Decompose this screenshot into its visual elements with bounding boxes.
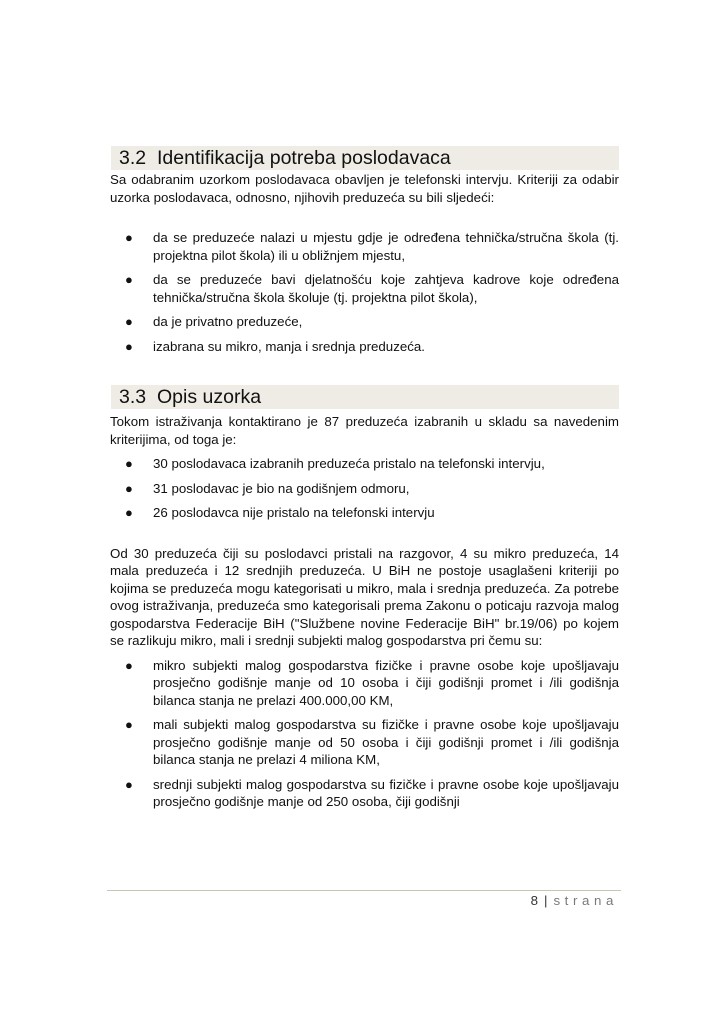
page-number: 8 (530, 893, 538, 908)
list-item: ● da se preduzeće nalazi u mjestu gdje je određena tehnička/stručna škola (tj. projektna pilot škola) ili u obližnjem mjestu, (125, 230, 619, 263)
sample-list (110, 455, 619, 522)
page-footer (531, 893, 618, 908)
list-item: ● izabrana su mikro, manja i srednja preduzeća. (125, 338, 425, 354)
section-title: Opis uzorka (157, 385, 262, 408)
bullet-icon: ● (125, 480, 133, 496)
page-content (110, 146, 619, 811)
list-item: ● 30 poslodavaca izabranih preduzeća pristalo na telefonski intervju, (125, 456, 545, 471)
bullet-icon: ● (125, 338, 133, 354)
list-item: ● da se preduzeće bavi djelatnošću koje zahtjeva kadrove koje određena tehnička/stručna škola školuje (tj. projektna pilot škola), (125, 272, 619, 305)
section-intro: Sa odabranim uzorkom poslodavaca obavljen je telefonski intervju. Kriteriji za odabir uzorka poslodavaca, odnosno, njihovih preduzeća su bili sljedeći: (110, 172, 619, 205)
list-item: ● mikro subjekti malog gospodarstva fizičke i pravne osobe koje upošljavaju prosječno godišnje manje od 10 osoba i čiji godišnji promet i /ili godišnja bilanca stanja ne prelazi 400.000,00 KM, (125, 657, 619, 708)
list-item: ● 26 poslodavca nije pristalo na telefonski intervju (125, 505, 435, 520)
list-item: ● srednji subjekti malog gospodarstva su fizičke i pravne osobe koje upošljavaju prosječno godišnje manje od 250 osoba, čiji godišnji (125, 776, 619, 809)
list-item: ● mali subjekti malog gospodarstva su fizičke i pravne osobe koje upošljavaju prosječno godišnje manje od 50 osoba i čiji godišnji promet i /ili godišnja bilanca stanja ne prelazi 4 miliona KM, (125, 717, 619, 767)
enterprise-categories-list (110, 657, 619, 811)
footer-divider (107, 890, 621, 891)
section-heading-3-3 (111, 385, 619, 409)
section-intro: Tokom istraživanja kontaktirano je 87 preduzeća izabranih u skladu sa navedenim kriterijima, od toga je: (110, 414, 619, 447)
bullet-icon: ● (125, 776, 133, 792)
list-item: ● 31 poslodavac je bio na godišnjem odmoru, (125, 480, 410, 496)
bullet-icon: ● (125, 230, 133, 245)
bullet-icon: ● (125, 456, 133, 471)
page-word: strana (553, 893, 618, 908)
criteria-list (110, 229, 619, 355)
bullet-icon: ● (125, 272, 133, 287)
section-number: 3.3 (119, 385, 147, 408)
section-heading-3-2 (111, 146, 619, 170)
section-title: Identifikacija potreba poslodavaca (157, 146, 451, 169)
bullet-icon: ● (125, 717, 133, 732)
bullet-icon: ● (125, 314, 133, 329)
body-paragraph: Od 30 preduzeća čiji su poslodavci pristali na razgovor, 4 su mikro preduzeća, 14 mala preduzeća i 12 srednjih preduzeća. U BiH ne postoje usaglašeni kriteriji po kojima se preduzeća mogu kategorisati u mikro, mala i srednja preduzeća. Za potrebe ovog istraživanja, preduzeća smo kategorisali prema Zakonu o poticaju razvoja malog gospodarstva Federacije BiH ("Službene novine Federacije BiH" br.19/06) po kojem se razlikuju mikro, mali i srednji subjekti malog gospodarstva pri čemu su: (110, 545, 619, 648)
bullet-icon: ● (125, 505, 133, 520)
section-number: 3.2 (119, 146, 147, 169)
list-item: ● da je privatno preduzeće, (125, 314, 303, 329)
footer-separator: | (543, 893, 548, 908)
bullet-icon: ● (125, 657, 133, 673)
